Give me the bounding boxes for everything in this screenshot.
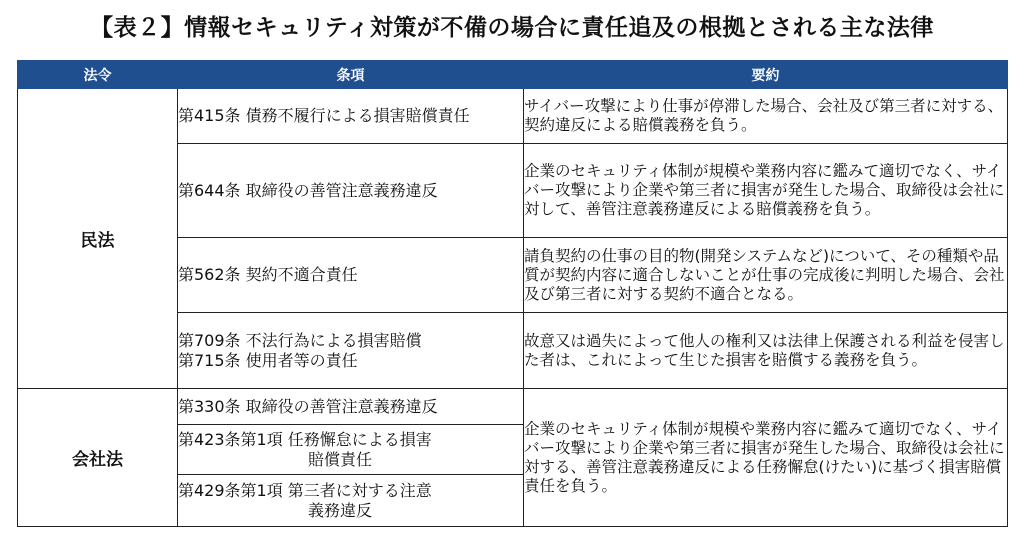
summary-cell: サイバー攻撃により仕事が停滞した場合、会社及び第三者に対する、契約違反による賠償義務を負う。 [524, 89, 1008, 144]
article-line: 第715条 使用者等の責任 [178, 350, 358, 370]
article-line: 義務違反 [308, 500, 373, 520]
article-cell: 第562条 契約不適合責任 [178, 238, 524, 313]
law-civil: 民法 [18, 89, 178, 389]
article-cell: 第644条 取締役の善管注意義務違反 [178, 144, 524, 238]
article-line: 賠償責任 [308, 449, 373, 469]
table-row [18, 389, 1008, 425]
table-title: 【表２】情報セキュリティ対策が不備の場合に責任追及の根拠とされる主な法律 [90, 15, 934, 41]
header-law: 法令 [18, 61, 178, 89]
header-article: 条項 [178, 61, 524, 89]
summary-cell: 請負契約の仕事の目的物(開発システムなど)について、その種類や品質が契約内容に適合しないことが仕事の完成後に判明した場合、会社及び第三者に対する契約不適合となる。 [524, 238, 1008, 313]
article-cell: 第330条 取締役の善管注意義務違反 [178, 389, 524, 425]
table-row [18, 89, 1008, 144]
summary-cell: 故意又は過失によって他人の権利又は法律上保護される利益を侵害した者は、これによって生じた損害を賠償する義務を負う。 [524, 313, 1008, 389]
header-summary: 要約 [524, 61, 1008, 89]
law-companies-act: 会社法 [18, 389, 178, 527]
article-cell: 第415条 債務不履行による損害賠償責任 [178, 89, 524, 144]
article-cell [178, 313, 524, 389]
summary-cell: 企業のセキュリティ体制が規模や業務内容に鑑みて適切でなく、サイバー攻撃により企業や第三者に損害が発生した場合、取締役は会社に対する、善管注意義務違反による任務懈怠(けたい)に基づく損害賠償責任を負う。 [524, 389, 1008, 527]
article-cell [178, 425, 524, 475]
laws-table [17, 60, 1008, 527]
article-line: 第429条第1項 第三者に対する注意 [178, 480, 432, 500]
article-line: 第709条 不法行為による損害賠償 [178, 330, 422, 350]
summary-cell: 企業のセキュリティ体制が規模や業務内容に鑑みて適切でなく、サイバー攻撃により企業や第三者に損害が発生した場合、取締役は会社に対して、善管注意義務違反による賠償義務を負う。 [524, 144, 1008, 238]
article-line: 第423条第1項 任務懈怠による損害 [178, 429, 432, 449]
table-header-row [18, 61, 1008, 89]
article-cell [178, 475, 524, 527]
